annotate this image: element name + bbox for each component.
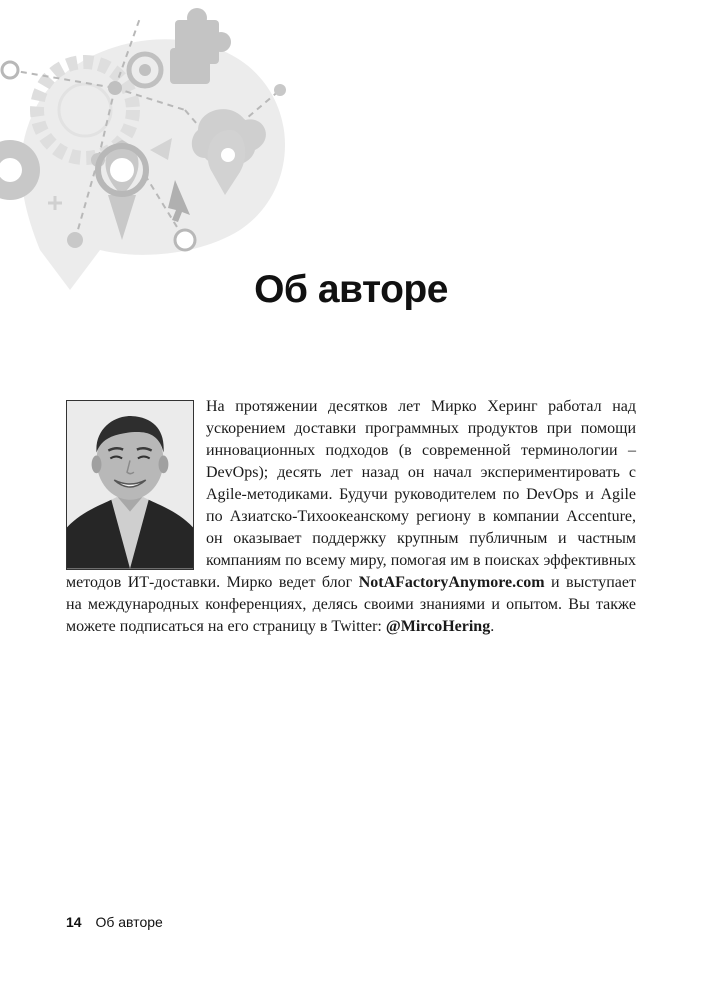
page-title: Об авторе [254,268,448,311]
node-circle [274,84,286,96]
node-circle [175,230,195,250]
node-circle [108,81,122,95]
node-circle [2,62,18,78]
decorative-graphic [0,0,330,290]
twitter-handle-link[interactable]: @MircoHering [385,618,491,635]
bio-text: На протяжении десятков лет Мирко Херинг работал над ускорением доставки программных продуктов при помощи инновационных подходов (в современной терминологии – DevOps); десять лет назад он начал экспериментировать с Agile-методиками. Будучи руководителем по DevOps и Agile по Азиатско-Тихоокеанскому региону в компании Accenture, он оказывает поддержку крупным публичным и частным компаниям по всему миру, помогая им в поисках эффективных методов ИТ-доставки. Мирко ведет блог [66,398,636,591]
bio-text-end: . [490,618,495,635]
page-number: 14 [66,914,82,930]
running-section-title: Об авторе [95,914,163,930]
node-circle [67,232,83,248]
bio-text-continued: и выступает на международных конференциях, делясь своими знаниями и опытом. Вы также можете подписаться на его страницу в Twitter: [66,574,637,635]
author-bio [66,396,636,638]
page-footer [66,914,163,930]
blog-link[interactable]: NotAFactoryAnymore.com [358,574,545,591]
author-photo [66,400,194,570]
